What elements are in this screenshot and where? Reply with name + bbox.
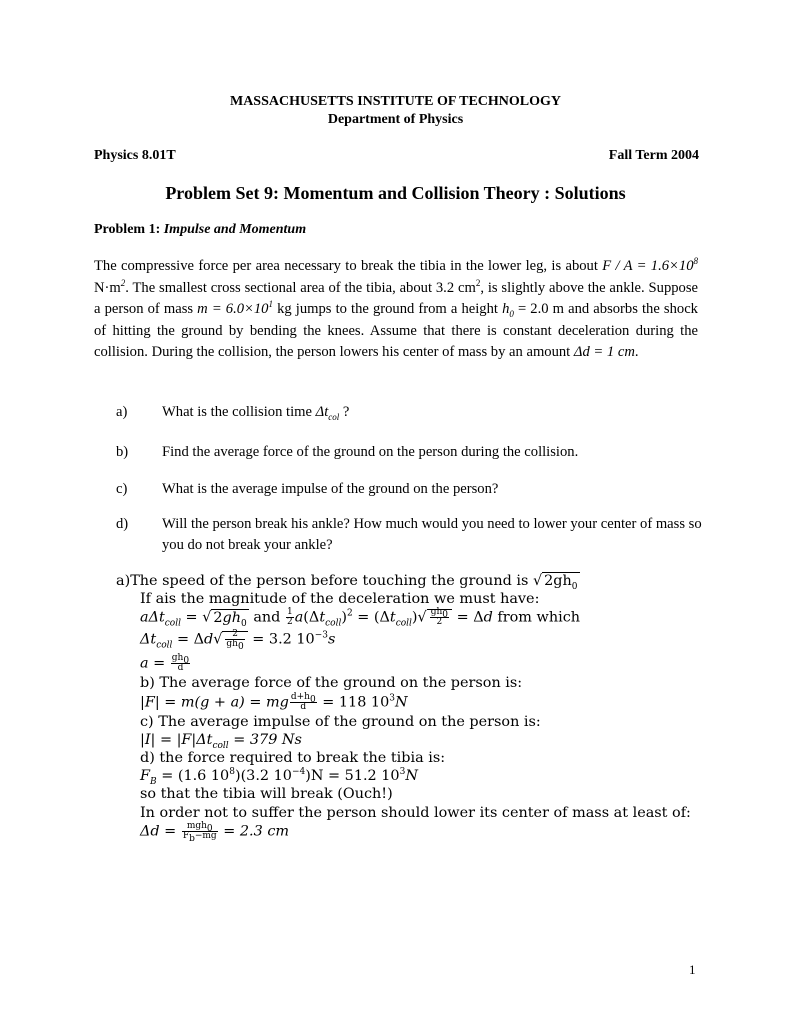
question-text: Will the person break his ankle? How much would you need to lower your center of mass so you do not break your ankle? <box>162 516 702 553</box>
course-label: Physics 8.01T <box>94 148 176 163</box>
solution-line-4: $\Delta t_{coll} = \Delta d√$ $\frac{2}{gh_0}$ = 3.2 $10^{-3}s$ <box>140 629 336 653</box>
solution-line-10: d) the force required to break the tibia is: <box>140 750 446 767</box>
statement-text-2: . The smallest cross sectional area of the tibia, about <box>125 279 436 296</box>
question-text: What is the average impulse of the ground on the person? <box>162 481 499 497</box>
statement-text-5: and absorbs the shock of hitting the ground by bending the knees. Assume that there is constant deceleration during the collision. During the collision, the person lowers his center of mass by an amount <box>94 301 698 361</box>
department-heading: Department of Physics <box>327 112 464 127</box>
statement-text-6: . <box>634 344 639 361</box>
problem-statement <box>94 256 698 364</box>
solution-line-14: Δd = $\frac{mgh_0}{F_b-mg}$ = 2.3 cm <box>140 820 290 844</box>
question-label: c) <box>116 481 128 497</box>
eq-mass: $m = 6.0\times 10^1$ <box>197 299 273 318</box>
eq-delta-d: Δd = 1 cm <box>573 344 635 361</box>
question-label: a) <box>116 404 128 420</box>
statement-text-3: , is slightly above the ankle. Suppose a person of mass <box>94 279 698 318</box>
eq-force-area: $F / A = 1.6\times 10^8$ $N\cdot m^2$ <box>94 256 698 296</box>
eq-height: $h_0 = 2.0$ m <box>502 301 565 320</box>
problem-name: Impulse and Momentum <box>163 222 307 237</box>
solution-line-7: |F| = m(g + a) = mg $\frac{d+h_0}{d}$ = 118 $10^3N$ <box>140 691 408 712</box>
solution-line-3: aΔt$_{coll}$ = √ $2gh_0$ and $\frac{1}{2}$ $a(\Delta t_{coll})^2 = (\Delta t_{coll})√$ $\frac{gh_0}{2}$ = Δd from which <box>140 607 581 629</box>
solution-line-5: a = $\frac{gh_0}{d}$ <box>140 653 190 674</box>
solution-line-11: $F_B = (1.6$ $10^8)(3.2$ $10^{-4})N = 51.2$ $10^3N$ <box>140 767 418 788</box>
solution-line-8: c) The average impulse of the ground on the person is: <box>140 713 541 730</box>
institution-heading: MASSACHUSETTS INSTITUTE OF TECHNOLOGY <box>229 94 562 109</box>
problem-label: Problem 1: <box>94 222 161 237</box>
question-label: b) <box>116 444 129 460</box>
question-text: Find the average force of the ground on the person during the collision. <box>162 444 579 460</box>
eq-area: 3.2 $cm^2$ <box>435 277 481 296</box>
page-title: Problem Set 9: Momentum and Collision Theory : Solutions <box>165 183 626 203</box>
page-number: 1 <box>689 962 696 977</box>
solution-line-6: b) The average force of the ground on the person is: <box>140 675 523 692</box>
question-label: d) <box>116 516 129 532</box>
solution-line-1: a)The speed of the person before touching the ground is √ $2gh_0$ <box>116 573 578 592</box>
term-label: Fall Term 2004 <box>608 148 699 163</box>
problem-heading <box>94 222 306 238</box>
solution-line-13: In order not to suffer the person should lower its center of mass at least of: <box>140 804 691 821</box>
solution-line-2: If ais the magnitude of the deceleration we must have: <box>140 591 540 608</box>
solution-line-9: $|I| = |F|\Delta t_{coll} = 379$ Ns <box>140 731 302 751</box>
solution-block <box>116 572 696 844</box>
question-text: What is the collision time $\Delta t_{col}$ ? <box>162 404 350 422</box>
solution-line-12: so that the tibia will break (Ouch!) <box>140 786 393 803</box>
statement-text-4: kg jumps to the ground from a height <box>272 301 503 318</box>
statement-text-1: The compressive force per area necessary to break the tibia in the lower leg, is about <box>94 258 598 274</box>
